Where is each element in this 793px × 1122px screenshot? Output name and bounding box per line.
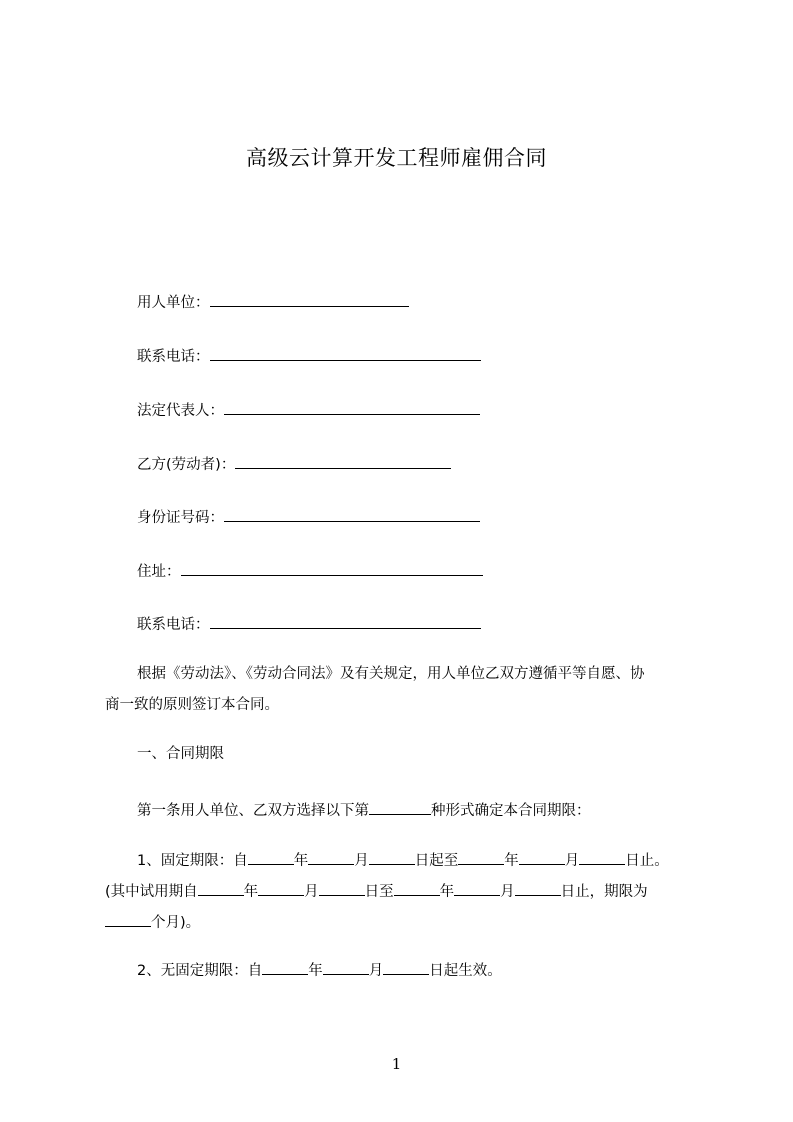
open-ended-day-blank[interactable] xyxy=(383,959,429,975)
contact-phone-blank-1[interactable] xyxy=(210,345,481,361)
open-ended-year-unit: 年 xyxy=(308,963,323,979)
open-ended-lead: 2、无固定期限：自 xyxy=(137,963,263,979)
clause-1 xyxy=(137,799,591,821)
start-year-unit: 年 xyxy=(293,853,309,869)
employer-unit-blank[interactable] xyxy=(210,291,409,307)
fixed-term-paragraph xyxy=(105,846,700,939)
start-month-blank[interactable] xyxy=(308,849,354,865)
end-day-suffix: 日止。 xyxy=(625,853,669,869)
open-ended-suffix: 日起生效。 xyxy=(429,963,502,979)
legal-representative-blank[interactable] xyxy=(224,399,480,415)
probation-months-blank[interactable] xyxy=(105,911,151,927)
probation-start-month-unit: 月 xyxy=(304,884,319,900)
probation-start-day-blank[interactable] xyxy=(319,880,365,896)
open-ended-term xyxy=(137,959,502,981)
id-number-field xyxy=(137,506,480,528)
party-b-label: 乙方(劳动者)： xyxy=(137,457,236,473)
probation-end-year-blank[interactable] xyxy=(394,880,440,896)
address-label: 住址： xyxy=(137,564,181,580)
id-number-label: 身份证号码： xyxy=(137,510,224,526)
end-month-blank[interactable] xyxy=(519,849,565,865)
probation-start-year-unit: 年 xyxy=(243,884,259,900)
id-number-blank[interactable] xyxy=(224,506,480,522)
contact-phone-field-2 xyxy=(137,613,481,635)
contact-phone-blank-2[interactable] xyxy=(210,613,481,629)
probation-end-year-unit: 年 xyxy=(439,884,455,900)
probation-end-month-unit: 月 xyxy=(500,884,515,900)
contact-phone-label-2: 联系电话： xyxy=(137,617,210,633)
clause-1-text-b: 种形式确定本合同期限： xyxy=(431,803,591,819)
start-month-unit: 月 xyxy=(354,853,369,869)
end-month-unit: 月 xyxy=(564,853,580,869)
probation-end-text: 日止，期限为 xyxy=(560,884,648,900)
end-day-blank[interactable] xyxy=(579,849,625,865)
end-year-unit: 年 xyxy=(504,853,519,869)
page-number: 1 xyxy=(391,1055,402,1073)
start-day-blank[interactable] xyxy=(369,849,415,865)
legal-representative-label: 法定代表人： xyxy=(137,403,224,419)
intro-line-1: 根据《劳动法》、《劳动合同法》及有关规定，用人单位乙双方遵循平等自愿、协 xyxy=(137,666,645,682)
probation-end-month-blank[interactable] xyxy=(454,880,500,896)
probation-start-month-blank[interactable] xyxy=(258,880,304,896)
fixed-term-line-1 xyxy=(105,846,700,877)
address-blank[interactable] xyxy=(181,560,483,576)
document-title: 高级云计算开发工程师雇佣合同 xyxy=(246,146,547,170)
fixed-term-line-3 xyxy=(105,908,700,939)
legal-representative-field xyxy=(137,399,480,421)
probation-close: 个月)。 xyxy=(151,915,201,931)
intro-line-2: 商一致的原则签订本合同。 xyxy=(105,697,279,713)
open-ended-year-blank[interactable] xyxy=(262,959,308,975)
party-b-field xyxy=(137,453,451,475)
contact-phone-label-1: 联系电话： xyxy=(137,349,210,365)
employer-unit-label: 用人单位： xyxy=(137,295,210,311)
contact-phone-field-1 xyxy=(137,345,481,367)
employer-unit-field xyxy=(137,291,409,313)
start-year-blank[interactable] xyxy=(248,849,294,865)
probation-end-day-blank[interactable] xyxy=(515,880,561,896)
probation-open: (其中试用期自 xyxy=(105,884,198,900)
start-day-suffix: 日起至 xyxy=(414,853,459,869)
probation-day-to: 日至 xyxy=(364,884,394,900)
party-b-blank[interactable] xyxy=(235,453,451,469)
clause-1-form-blank[interactable] xyxy=(369,799,431,815)
clause-1-text-a: 第一条用人单位、乙双方选择以下第 xyxy=(137,803,369,819)
probation-start-year-blank[interactable] xyxy=(198,880,244,896)
fixed-term-lead: 1、固定期限：自 xyxy=(137,853,248,869)
address-field xyxy=(137,560,483,582)
fixed-term-line-2 xyxy=(105,877,700,908)
section-1-heading: 一、合同期限 xyxy=(137,746,224,762)
open-ended-month-unit: 月 xyxy=(368,963,384,979)
open-ended-month-blank[interactable] xyxy=(323,959,369,975)
intro-paragraph xyxy=(105,659,700,721)
end-year-blank[interactable] xyxy=(458,849,504,865)
